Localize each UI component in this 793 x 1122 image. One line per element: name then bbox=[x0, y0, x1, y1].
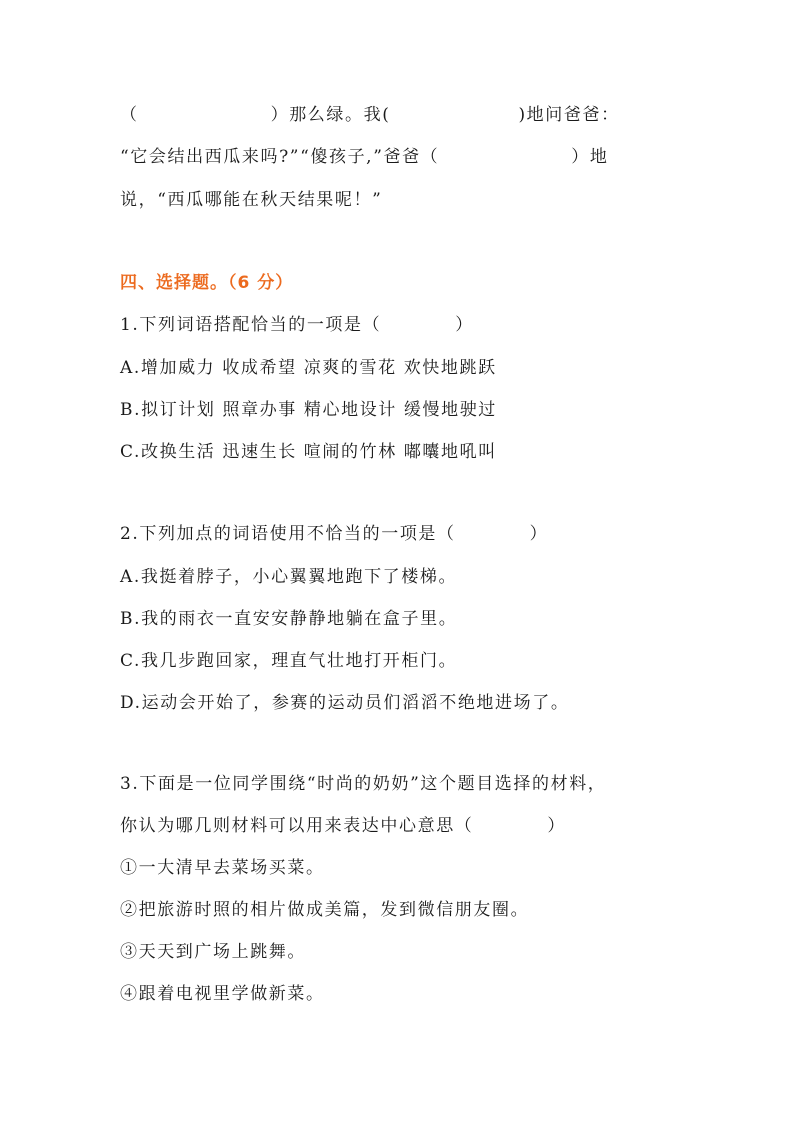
passage-line-2 bbox=[120, 146, 608, 168]
question-1-option-a: A.增加威力 收成希望 凉爽的雪花 欢快地跳跃 bbox=[120, 358, 497, 378]
passage-text: “它会结出西瓜来吗?”“傻孩子,”爸爸（ bbox=[120, 147, 440, 167]
question-2-option-c: C.我几步跑回家，理直气壮地打开柜门。 bbox=[120, 651, 458, 671]
passage-text: ）地 bbox=[571, 147, 609, 167]
section-heading: 四、选择题。（6 分） bbox=[120, 273, 294, 293]
question-3-stem-line-2 bbox=[120, 815, 566, 837]
paren-close: ） bbox=[547, 816, 567, 836]
question-3-item-4: ④跟着电视里学做新菜。 bbox=[120, 984, 325, 1004]
question-3-stem-line-1: 3.下面是一位同学围绕“时尚的奶奶”这个题目选择的材料， bbox=[120, 774, 607, 794]
question-2-option-b: B.我的雨衣一直安安静静地躺在盒子里。 bbox=[120, 609, 458, 629]
question-1-option-b: B.拟订计划 照章办事 精心地设计 缓慢地驶过 bbox=[120, 400, 497, 420]
question-3-item-1: ①一大清早去菜场买菜。 bbox=[120, 858, 325, 878]
question-text: 2.下列加点的词语使用不恰当的一项是（ bbox=[120, 524, 456, 544]
paren-close: ） bbox=[529, 524, 549, 544]
paren-open: （ bbox=[120, 105, 139, 125]
question-3-item-2: ②把旅游时照的相片做成美篇，发到微信朋友圈。 bbox=[120, 900, 530, 920]
question-2-option-a: A.我挺着脖子，小心翼翼地跑下了楼梯。 bbox=[120, 567, 458, 587]
passage-text: ）那么绿。我( bbox=[270, 105, 391, 125]
question-3-item-3: ③天天到广场上跳舞。 bbox=[120, 942, 306, 962]
question-text: 你认为哪几则材料可以用来表达中心意思（ bbox=[120, 816, 474, 836]
passage-text: )地问爸爸： bbox=[518, 105, 620, 125]
question-text: 1.下列词语搭配恰当的一项是（ bbox=[120, 315, 382, 335]
passage-line-3: 说，“西瓜哪能在秋天结果呢！” bbox=[120, 190, 383, 210]
question-2-stem bbox=[120, 523, 548, 545]
passage-line-1 bbox=[120, 104, 620, 126]
question-2-option-d: D.运动会开始了，参赛的运动员们滔滔不绝地进场了。 bbox=[120, 693, 570, 713]
question-1-stem bbox=[120, 314, 474, 336]
paren-close: ） bbox=[455, 315, 474, 335]
question-1-option-c: C.改换生活 迅速生长 喧闹的竹林 嘟囔地吼叫 bbox=[120, 442, 497, 462]
